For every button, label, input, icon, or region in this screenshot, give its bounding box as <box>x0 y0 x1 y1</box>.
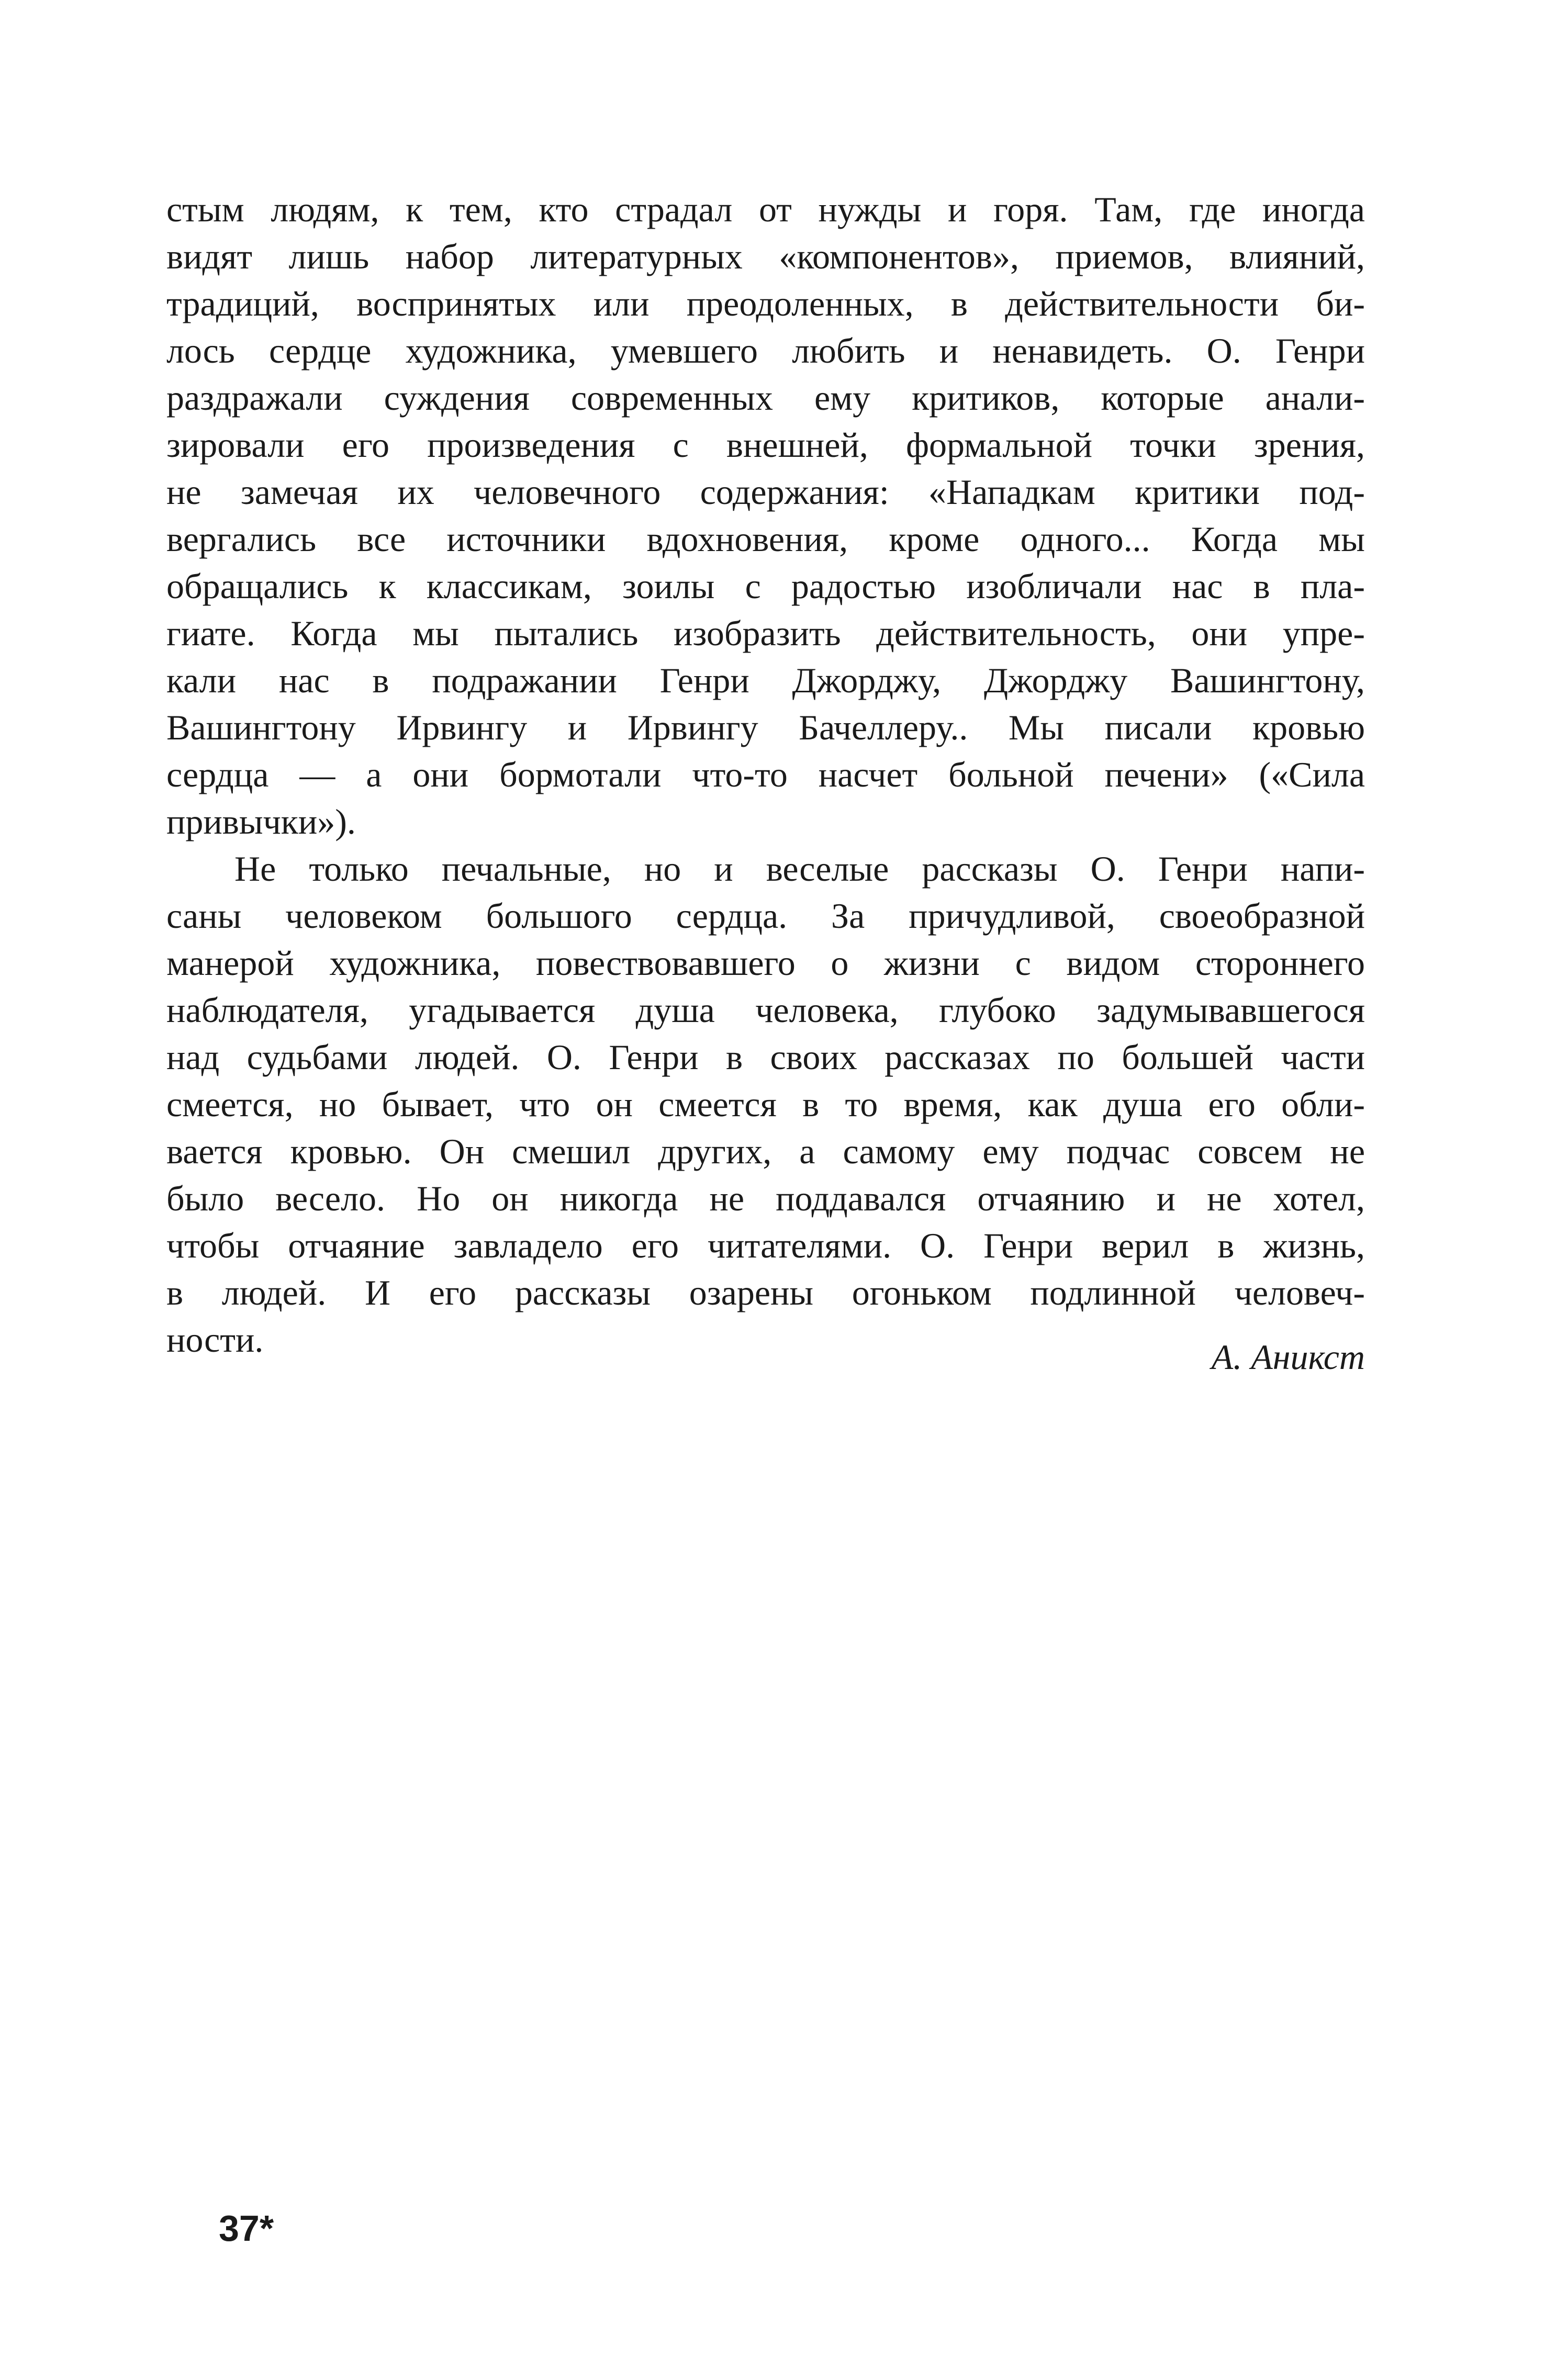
text-line: чтобы отчаяние завладело его читателями. О. Генри верил в жизнь, <box>166 1226 1365 1265</box>
page-number: 37* <box>219 2208 274 2249</box>
text-line: саны человеком большого сердца. За причудливой, своеобразной <box>166 896 1365 936</box>
text-line: обращались к классикам, зоилы с радостью изобличали нас в пла- <box>166 566 1365 606</box>
text-line: ности. <box>166 1320 264 1360</box>
paragraph-2 <box>166 845 1365 1363</box>
text-line: не замечая их человечного содержания: «Нападкам критики под- <box>166 472 1365 512</box>
text-line: кали нас в подражании Генри Джорджу, Джорджу Вашингтону, <box>166 660 1365 700</box>
paragraph-1 <box>166 186 1365 845</box>
text-line: Не только печальные, но и веселые рассказы О. Генри напи- <box>234 849 1365 889</box>
body-text <box>166 186 1365 1363</box>
text-line: раздражали суждения современных ему критиков, которые анали- <box>166 378 1365 418</box>
text-line: привычки»). <box>166 802 356 841</box>
text-line: наблюдателя, угадывается душа человека, глубоко задумывавшегося <box>166 990 1365 1030</box>
text-line: зировали его произведения с внешней, формальной точки зрения, <box>166 425 1365 465</box>
text-line: смеется, но бывает, что он смеется в то время, как душа его обли- <box>166 1084 1365 1124</box>
text-line: над судьбами людей. О. Генри в своих рассказах по большей части <box>166 1037 1365 1077</box>
text-line: стым людям, к тем, кто страдал от нужды и горя. Там, где иногда <box>166 189 1365 229</box>
author-signature: А. Аникст <box>1211 1337 1365 1377</box>
text-line: манерой художника, повествовавшего о жизни с видом стороннего <box>166 943 1365 983</box>
text-line: сердца — а они бормотали что-то насчет больной печени» («Сила <box>166 755 1365 794</box>
text-line: гиате. Когда мы пытались изобразить действительность, они упре- <box>166 613 1365 653</box>
text-line: вергались все источники вдохновения, кроме одного... Когда мы <box>166 519 1365 559</box>
text-line: в людей. И его рассказы озарены огоньком подлинной человеч- <box>166 1273 1365 1312</box>
text-line: лось сердце художника, умевшего любить и ненавидеть. О. Генри <box>166 331 1365 371</box>
text-line: Вашингтону Ирвингу и Ирвингу Бачеллеру.. Мы писали кровью <box>166 708 1365 747</box>
text-line: традиций, воспринятых или преодоленных, в действительности би- <box>166 284 1365 323</box>
text-line: видят лишь набор литературных «компонентов», приемов, влияний, <box>166 237 1365 276</box>
text-line: вается кровью. Он смешил других, а самому ему подчас совсем не <box>166 1131 1365 1171</box>
text-line: было весело. Но он никогда не поддавался отчаянию и не хотел, <box>166 1178 1365 1218</box>
